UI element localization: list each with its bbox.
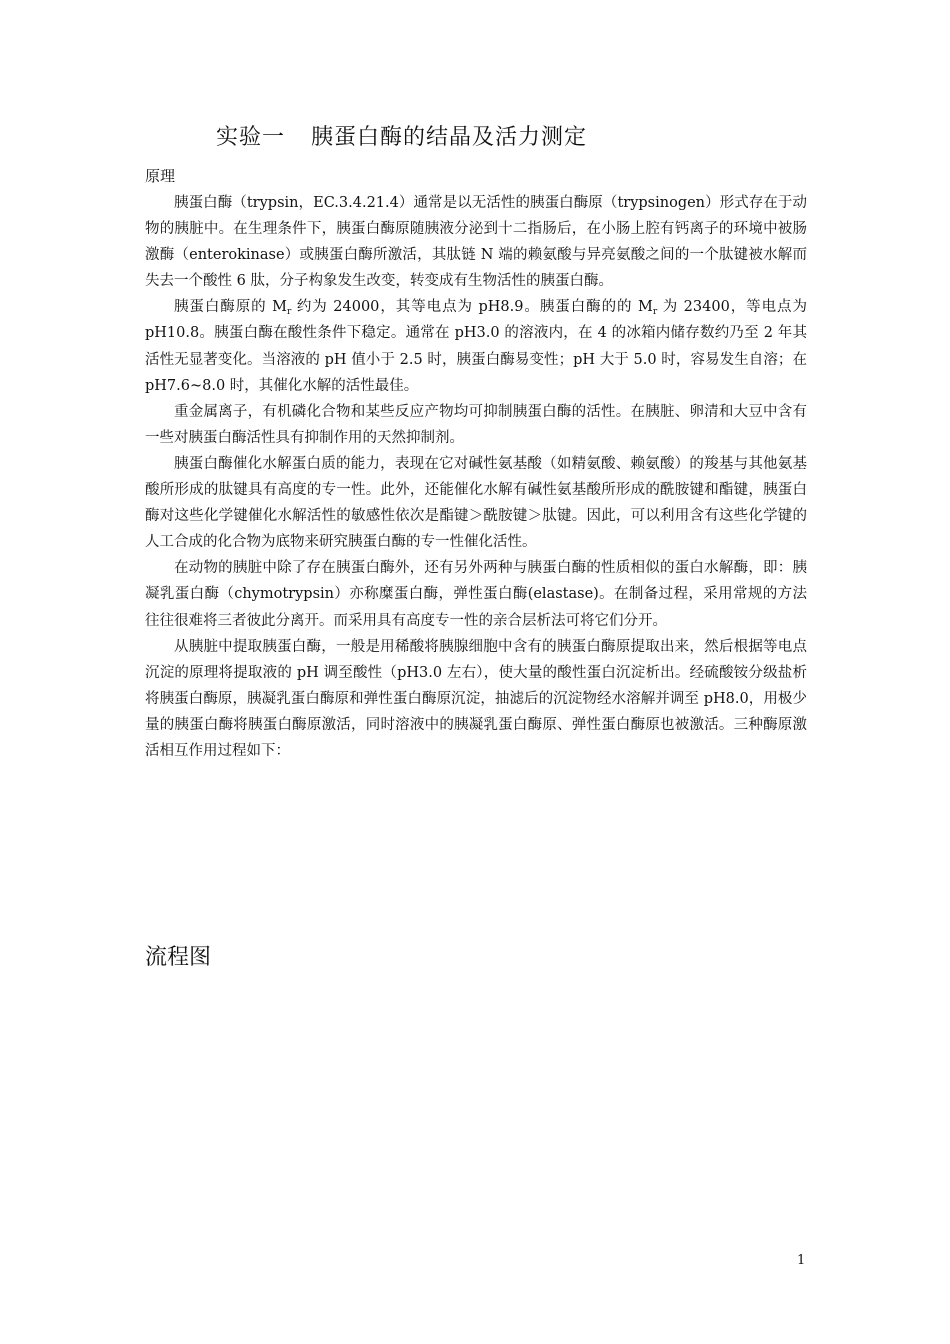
paragraph-2 [145,294,807,398]
subscript-r-2: r [652,307,658,318]
section-label-principle: 原理 [145,167,176,185]
principle-body [145,190,807,764]
paragraph-5: 在动物的胰脏中除了存在胰蛋白酶外，还有另外两种与胰蛋白酶的性质相似的蛋白水解酶，即：胰凝乳蛋白酶（chymotrypsin）亦称糜蛋白酶，弹性蛋白酶(elastase)。在制备过程，采用常规的方法往往很难将三者彼此分离开。而采用具有高度专一性的亲合层析法可将它们分开。 [145,560,807,629]
title-experiment-name: 胰蛋白酶的结晶及活力测定 [311,125,588,150]
paragraph-3: 重金属离子，有机磷化合物和某些反应产物均可抑制胰蛋白酶的活性。在胰脏、卵清和大豆中含有一些对胰蛋白酶活性具有抑制作用的天然抑制剂。 [145,403,807,446]
paragraph-6: 从胰脏中提取胰蛋白酶，一般是用稀酸将胰腺细胞中含有的胰蛋白酶原提取出来，然后根据等电点沉淀的原理将提取液的 pH 调至酸性（pH3.0 左右），使大量的酸性蛋白沉淀析出。经硫酸铵分级盐析将胰蛋白酶原，胰凝乳蛋白酶原和弹性蛋白酶原沉淀，抽滤后的沉淀物经水溶解并调至 pH8.0，用极少量的胰蛋白酶将胰蛋白酶原激活，同时溶液中的胰凝乳蛋白酶原、弹性蛋白酶原也被激活。三种酶原激活相互作用过程如下： [145,638,807,759]
paragraph-4: 胰蛋白酶催化水解蛋白质的能力，表现在它对碱性氨基酸（如精氨酸、赖氨酸）的羧基与其他氨基酸所形成的肽键具有高度的专一性。此外，还能催化水解有碱性氨基酸所形成的酰胺键和酯键，胰蛋白酶对这些化学键催化水解活性的敏感性依次是酯键＞酰胺键＞肽键。因此，可以利用含有这些化学键的人工合成的化合物为底物来研究胰蛋白酶的专一性催化活性。 [145,455,807,551]
page-number: 1 [797,1253,806,1268]
paragraph-1: 胰蛋白酶（trypsin，EC.3.4.21.4）通常是以无活性的胰蛋白酶原（trypsinogen）形式存在于动物的胰脏中。在生理条件下，胰蛋白酶原随胰液分泌到十二指肠后，在小肠上腔有钙离子的环境中被肠激酶（enterokinase）或胰蛋白酶所激活，其肽链 N 端的赖氨酸与异亮氨酸之间的一个肽键被水解而失去一个酸性 6 肽，分子构象发生改变，转变成有生物活性的胰蛋白酶。 [145,195,807,290]
page-title [216,120,587,151]
title-experiment-number: 实验一 [216,125,286,150]
paragraph-2-part-c: 为 23400，等电点为 pH10.8。胰蛋白酶在酸性条件下稳定。通常在 pH3.0 的溶液内，在 4 的冰箱内储存数约乃至 2 年其活性无显著变化。当溶液的 pH 值小于 2.5 时，胰蛋白酶易变性；pH 大于 5.0 时，容易发生自溶；在 pH7.6~8.0 时，其催化水解的活性最佳。 [145,299,807,394]
subscript-r-1: r [287,307,292,318]
flowchart-heading: 流程图 [145,945,212,970]
paragraph-2-part-b: 约为 24000，其等电点为 pH8.9。胰蛋白酶的的 M [291,299,653,316]
paragraph-2-part-a: 胰蛋白酶原的 M [174,299,287,316]
